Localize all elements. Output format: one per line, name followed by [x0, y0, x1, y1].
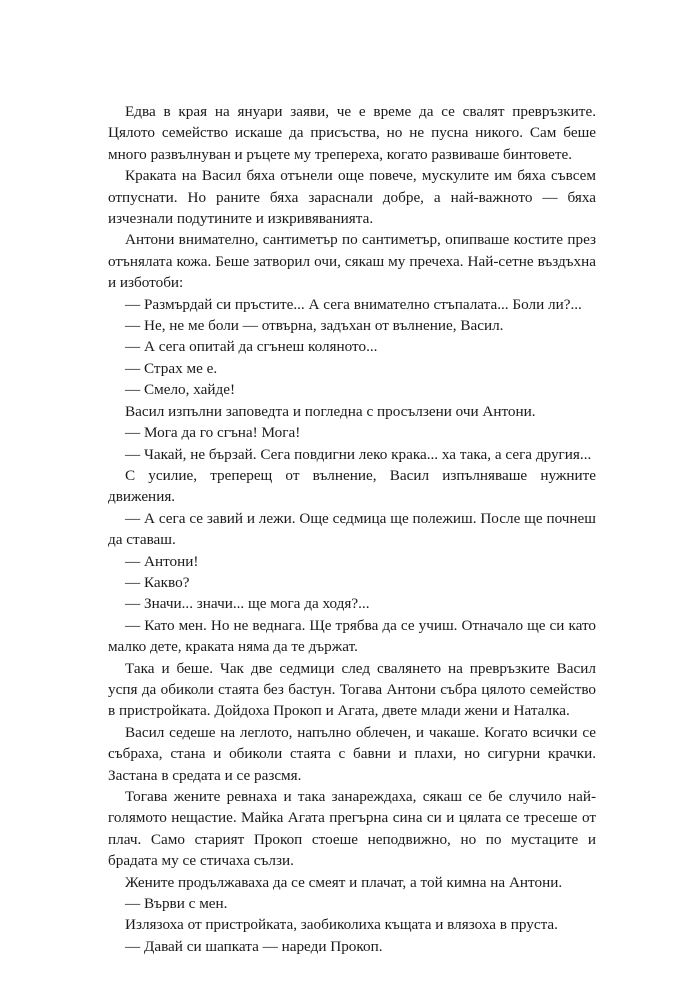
paragraph: С усилие, треперещ от вълнение, Васил изпълняваше нужните движения.	[108, 466, 596, 506]
dialogue-line: — Значи... значи... ще мога да ходя?...	[125, 595, 370, 613]
paragraph: Излязоха от пристройката, заобиколиха къщата и влязоха в пруста.	[125, 916, 558, 934]
paragraph: Антони внимателно, сантиметър по сантиметър, опипваше костите през отънялата кожа. Беше затворил очи, сякаш му пречеха. Най-сетне въздъхна и изботоби:	[108, 231, 596, 292]
paragraph: Тогава жените ревнаха и така занареждаха, сякаш се бе случило най-голямото нещастие. Майка Агата прегърна сина си и цялата се тресеше от плач. Само старият Прокоп стоеше неподвижно, но по мустаците и брадата му се стичаха сълзи.	[108, 788, 596, 870]
dialogue-line: — Смело, хайде!	[125, 381, 236, 399]
paragraph: Васил изпълни заповедта и погледна с просълзени очи Антони.	[125, 402, 536, 420]
dialogue-line: — Върви с мен.	[125, 895, 228, 913]
paragraph: Така и беше. Чак две седмици след свалянето на превръзките Васил успя да обиколи стаята без бастун. Тогава Антони събра цялото семейство в пристройката. Дойдоха Прокоп и Агата, двете млади жени и Наталка.	[108, 659, 596, 720]
dialogue-line: — Размърдай си пръстите... А сега внимателно стъпалата... Боли ли?...	[125, 295, 582, 313]
dialogue-line: — Какво?	[125, 573, 190, 591]
dialogue-line: — А сега се завий и лежи. Още седмица ще полежиш. После ще почнеш да ставаш.	[108, 509, 596, 549]
paragraph: Васил седеше на леглото, напълно облечен, и чакаше. Когато всички се събраха, стана и обиколи стаята с бавни и плахи, но сигурни крачки. Застана в средата и се разсмя.	[108, 723, 596, 784]
paragraph: Краката на Васил бяха отънели още повече, мускулите им бяха съвсем отпуснати. Но раните бяха зараснали добре, а най-важното — бяха изчезнали подутините и изкривяванията.	[108, 167, 596, 228]
paragraph: Жените продължаваха да се смеят и плачат, а той кимна на Антони.	[125, 873, 563, 891]
dialogue-line: — Давай си шапката — нареди Прокоп.	[125, 937, 383, 955]
dialogue-line: — Не, не ме боли — отвърна, задъхан от вълнение, Васил.	[125, 317, 504, 335]
dialogue-line: — Мога да го сгъна! Мога!	[125, 424, 301, 442]
dialogue-line: — Чакай, не бързай. Сега повдигни леко крака... ха така, а сега другия...	[125, 445, 592, 463]
dialogue-line: — Страх ме е.	[125, 359, 218, 377]
document-page	[108, 101, 596, 957]
paragraph: Едва в края на януари заяви, че е време да се свалят превръзките. Цялото семейство искаше да присъства, но не пусна никого. Сам беше много развълнуван и ръцете му трепереха, когато развиваше бинтовете.	[108, 103, 596, 163]
dialogue-line: — Антони!	[125, 552, 199, 570]
dialogue-line: — А сега опитай да сгънеш коляното...	[125, 338, 378, 356]
dialogue-line: — Като мен. Но не веднага. Ще трябва да се учиш. Отначало ще си като малко дете, краката няма да те държат.	[108, 616, 596, 656]
